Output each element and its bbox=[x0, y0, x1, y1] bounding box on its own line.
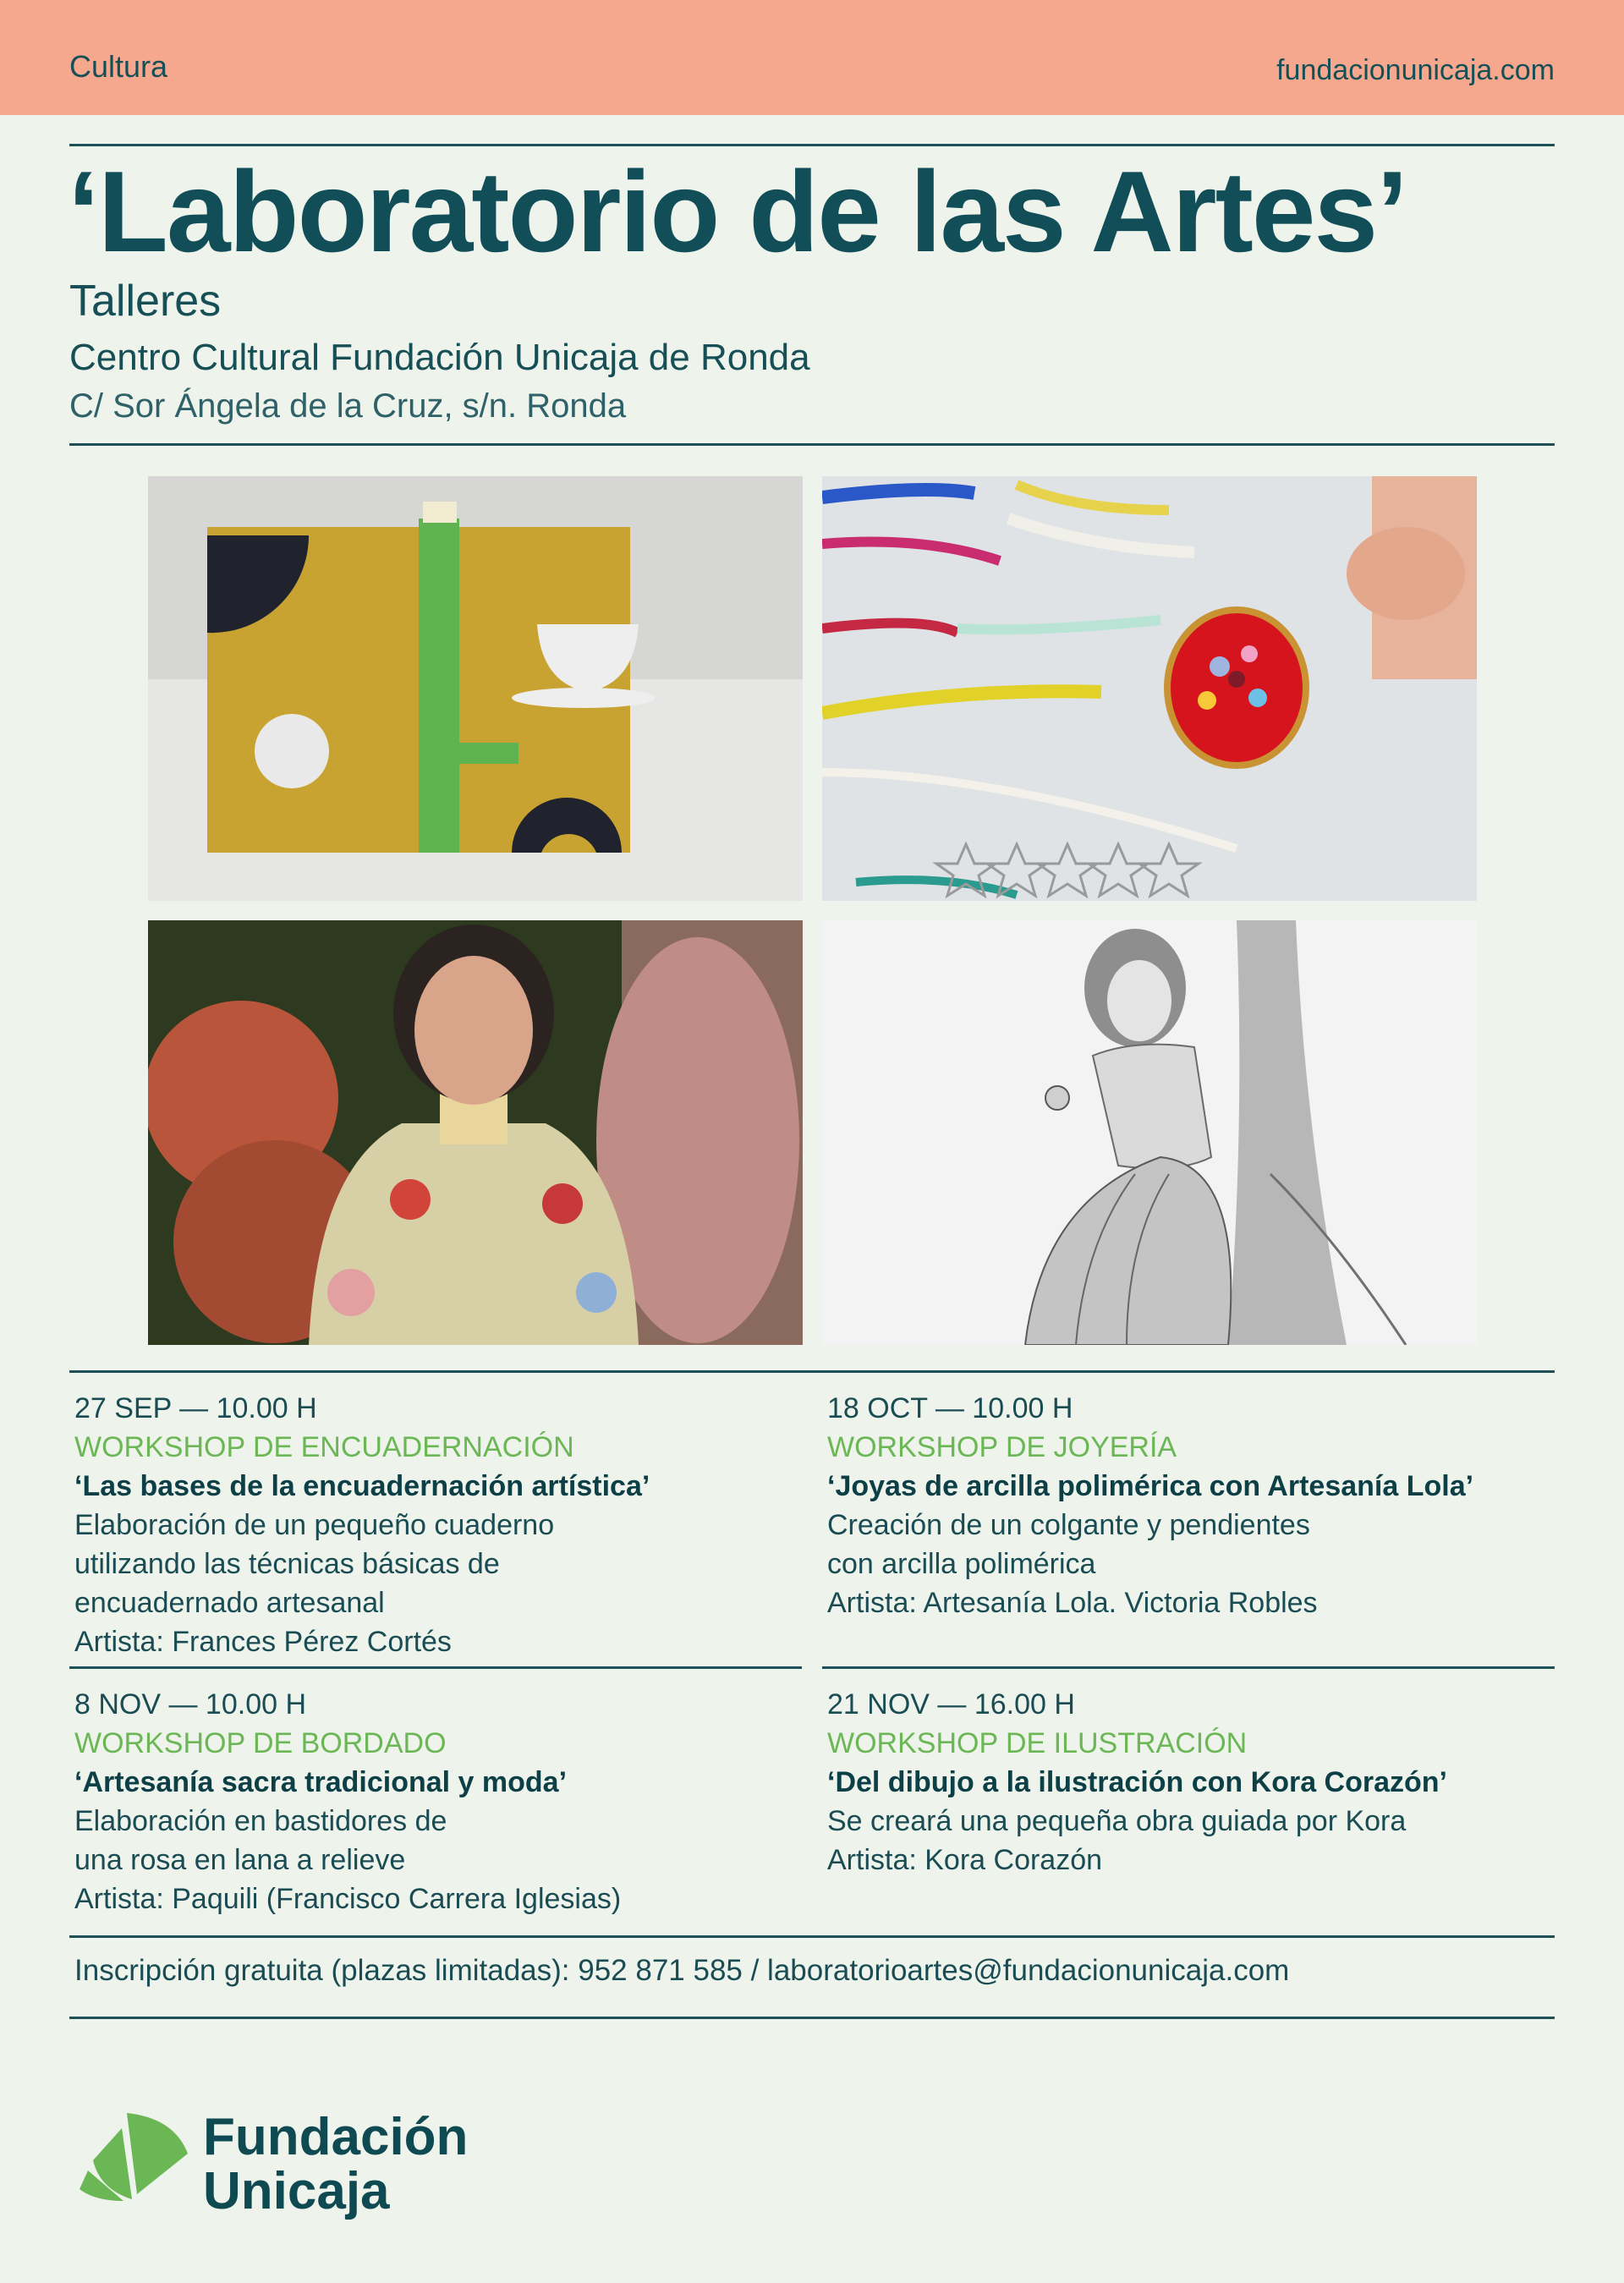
registration-info[interactable]: Inscripción gratuita (plazas limitadas): 952 871 585 / laboratorioartes@fundacionunicaja.com bbox=[74, 1954, 1290, 1987]
clay-jewelry-photo bbox=[822, 476, 1477, 901]
header-bar bbox=[0, 0, 1624, 115]
event-type: WORKSHOP DE BORDADO bbox=[74, 1727, 447, 1759]
illustration-photo bbox=[822, 920, 1477, 1345]
venue-address: C/ Sor Ángela de la Cruz, s/n. Ronda bbox=[69, 387, 627, 425]
event-date: 27 SEP — 10.00 H bbox=[74, 1392, 317, 1424]
embroidery-photo bbox=[148, 920, 803, 1345]
event-type: WORKSHOP DE JOYERÍA bbox=[827, 1431, 1177, 1463]
event-artist: Artista: Paquili (Francisco Carrera Iglesias) bbox=[74, 1883, 622, 1915]
divider bbox=[69, 2017, 1555, 2019]
event-artist: Artista: Kora Corazón bbox=[827, 1844, 1103, 1876]
event-description: utilizando las técnicas básicas de bbox=[74, 1548, 500, 1580]
page-subtitle: Talleres bbox=[69, 277, 222, 326]
logo-line: Unicaja bbox=[203, 2162, 390, 2220]
event-artist: Artista: Frances Pérez Cortés bbox=[74, 1626, 452, 1658]
divider bbox=[69, 1370, 1555, 1373]
event-title: ‘Joyas de arcilla polimérica con Artesanía Lola’ bbox=[827, 1470, 1474, 1502]
event-description: encuadernado artesanal bbox=[74, 1587, 385, 1619]
event-date: 18 OCT — 10.00 H bbox=[827, 1392, 1073, 1424]
event-description: con arcilla polimérica bbox=[827, 1548, 1096, 1580]
event-date: 21 NOV — 16.00 H bbox=[827, 1688, 1075, 1720]
event-type: WORKSHOP DE ENCUADERNACIÓN bbox=[74, 1431, 574, 1463]
divider bbox=[69, 144, 1555, 146]
event-bookbinding bbox=[74, 1389, 802, 1661]
divider bbox=[69, 443, 1555, 446]
bookbinding-photo bbox=[148, 476, 803, 901]
event-date: 8 NOV — 10.00 H bbox=[74, 1688, 307, 1720]
event-title: ‘Las bases de la encuadernación artística’ bbox=[74, 1470, 650, 1502]
divider bbox=[69, 1935, 1555, 1938]
logo-line: Fundación bbox=[203, 2108, 469, 2166]
event-title: ‘Artesanía sacra tradicional y moda’ bbox=[74, 1766, 568, 1798]
event-embroidery bbox=[74, 1685, 802, 1918]
foundation-logo-text bbox=[203, 2110, 468, 2219]
category-label: Cultura bbox=[69, 49, 168, 84]
event-description: Elaboración en bastidores de bbox=[74, 1805, 447, 1837]
event-description: Creación de un colgante y pendientes bbox=[827, 1509, 1310, 1541]
divider bbox=[69, 1666, 802, 1669]
event-title: ‘Del dibujo a la ilustración con Kora Corazón’ bbox=[827, 1766, 1447, 1798]
event-description: Se creará una pequeña obra guiada por Kora bbox=[827, 1805, 1407, 1837]
unicaja-leaf-icon bbox=[74, 2106, 193, 2212]
venue-name: Centro Cultural Fundación Unicaja de Ronda bbox=[69, 337, 810, 378]
event-jewelry bbox=[827, 1389, 1555, 1622]
event-illustration bbox=[827, 1685, 1555, 1880]
divider bbox=[822, 1666, 1555, 1669]
website-link[interactable]: fundacionunicaja.com bbox=[1276, 54, 1555, 86]
event-description: una rosa en lana a relieve bbox=[74, 1844, 406, 1876]
event-artist: Artista: Artesanía Lola. Victoria Robles bbox=[827, 1587, 1318, 1619]
event-type: WORKSHOP DE ILUSTRACIÓN bbox=[827, 1727, 1248, 1759]
page-title: ‘Laboratorio de las Artes’ bbox=[68, 147, 1407, 276]
event-description: Elaboración de un pequeño cuaderno bbox=[74, 1509, 555, 1541]
